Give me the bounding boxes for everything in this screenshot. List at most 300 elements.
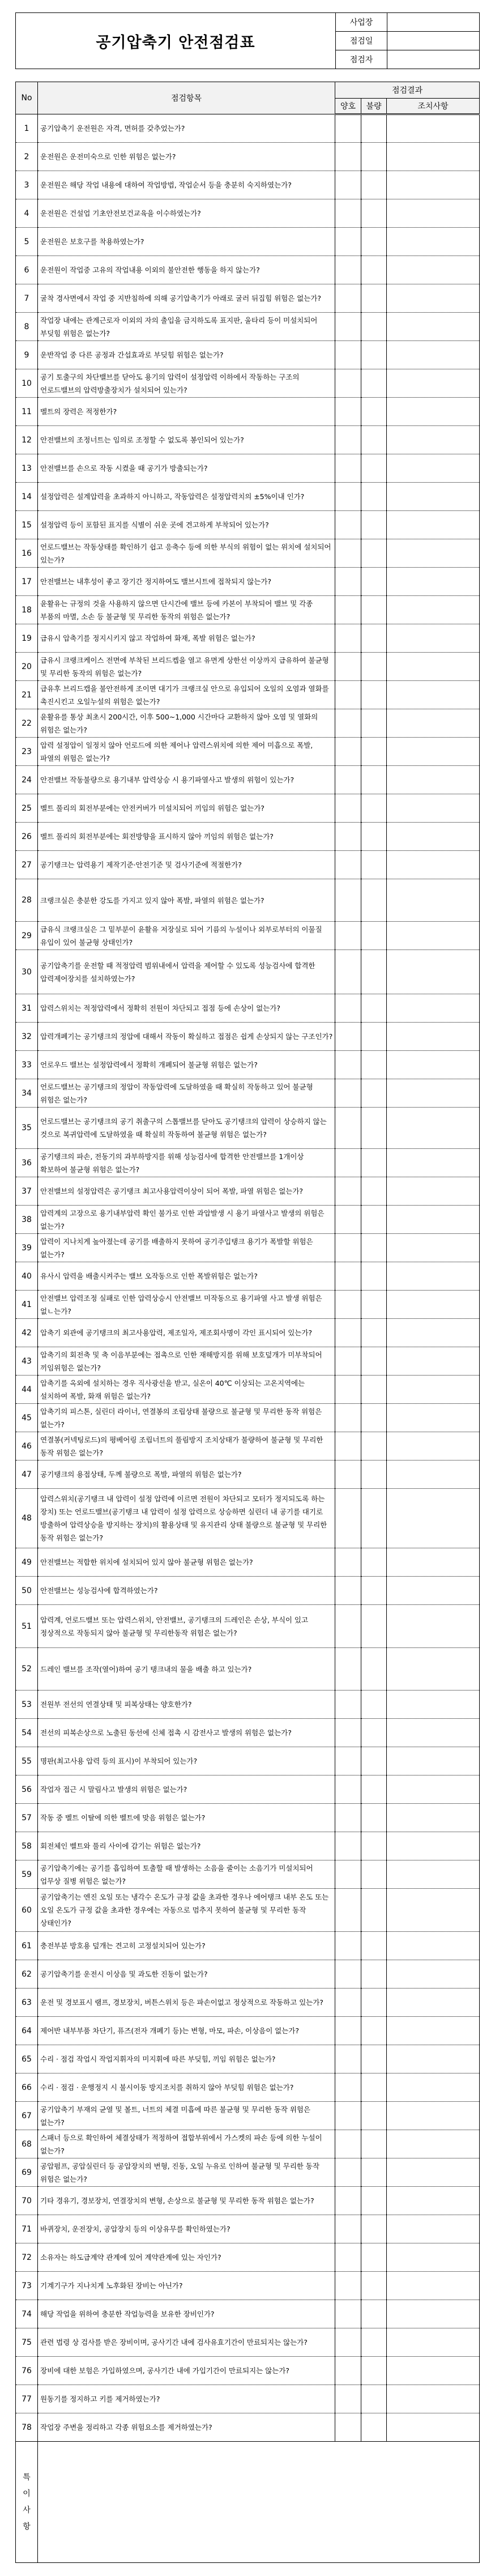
action-cell[interactable] (387, 851, 480, 879)
bad-cell[interactable] (361, 1691, 387, 1719)
good-cell[interactable] (335, 994, 361, 1023)
good-cell[interactable] (335, 2017, 361, 2045)
check-item: 공기압축기는 엔진 오일 또는 냉각수 온도가 규정 값을 초과한 경우나 에어탱크 내부 온도 또는 오일 온도가 규정 값을 초과한 경우에는 자동으로 멈추지 못하여 불균형 및 무리한 동작 상태인가? (38, 1889, 335, 1932)
bad-cell[interactable] (361, 1605, 387, 1648)
good-cell[interactable] (335, 851, 361, 879)
action-cell[interactable] (387, 398, 480, 426)
row-number: 6 (16, 256, 38, 284)
good-cell[interactable] (335, 1051, 361, 1079)
check-item: 제어반 내부부품 차단기, 퓨즈(전자 개폐기 등)는 변형, 마모, 파손, 이상음이 없는가? (38, 2017, 335, 2045)
action-cell[interactable] (387, 1432, 480, 1461)
action-cell[interactable] (387, 1932, 480, 1960)
bad-cell[interactable] (361, 2017, 387, 2045)
row-number: 17 (16, 568, 38, 596)
good-cell[interactable] (335, 1889, 361, 1932)
bad-cell[interactable] (361, 766, 387, 794)
good-cell[interactable] (335, 199, 361, 228)
good-cell[interactable] (335, 794, 361, 823)
bad-cell[interactable] (361, 1548, 387, 1577)
good-cell[interactable] (335, 1023, 361, 1051)
bad-cell[interactable] (361, 1177, 387, 1206)
good-cell[interactable] (335, 2357, 361, 2385)
good-cell[interactable] (335, 228, 361, 256)
table-row (16, 2158, 480, 2187)
action-cell[interactable] (387, 950, 480, 994)
bad-cell[interactable] (361, 228, 387, 256)
bad-cell[interactable] (361, 1832, 387, 1860)
check-item: 작업장 주변을 정리하고 각종 위험요소를 제거하였는가? (38, 2413, 335, 2442)
bad-cell[interactable] (361, 199, 387, 228)
action-cell[interactable] (387, 1960, 480, 1989)
meta-label: 사업장 (336, 13, 387, 31)
good-cell[interactable] (335, 1376, 361, 1404)
action-cell[interactable] (387, 653, 480, 681)
bad-cell[interactable] (361, 1234, 387, 1262)
bad-cell[interactable] (361, 171, 387, 199)
bad-cell[interactable] (361, 1889, 387, 1932)
row-number: 3 (16, 171, 38, 199)
action-cell[interactable] (387, 994, 480, 1023)
action-cell[interactable] (387, 483, 480, 511)
action-cell[interactable] (387, 1319, 480, 1347)
action-cell[interactable] (387, 1347, 480, 1376)
check-item: 작업자 접근 시 말림사고 발생의 위험은 없는가? (38, 1775, 335, 1804)
bad-cell[interactable] (361, 2102, 387, 2130)
bad-cell[interactable] (361, 1376, 387, 1404)
action-cell[interactable] (387, 2102, 480, 2130)
row-number: 65 (16, 2045, 38, 2073)
action-cell[interactable] (387, 1079, 480, 1108)
table-row (16, 171, 480, 199)
action-cell[interactable] (387, 823, 480, 851)
check-item: 공압펌프, 공압실린더 등 공압장치의 변형, 진동, 오일 누유로 인하여 불균형 및 무리한 동작 위험은 없는가? (38, 2158, 335, 2187)
bad-cell[interactable] (361, 2272, 387, 2300)
bad-cell[interactable] (361, 2187, 387, 2215)
action-cell[interactable] (387, 1234, 480, 1262)
action-cell[interactable] (387, 766, 480, 794)
row-number: 9 (16, 341, 38, 369)
bad-cell[interactable] (361, 1023, 387, 1051)
good-cell[interactable] (335, 596, 361, 624)
action-cell[interactable] (387, 341, 480, 369)
table-row (16, 1860, 480, 1889)
row-number: 12 (16, 426, 38, 454)
bad-cell[interactable] (361, 313, 387, 341)
action-cell[interactable] (387, 369, 480, 398)
bad-cell[interactable] (361, 2328, 387, 2357)
good-cell[interactable] (335, 2243, 361, 2272)
good-cell[interactable] (335, 398, 361, 426)
bad-cell[interactable] (361, 511, 387, 539)
table-row (16, 2073, 480, 2102)
bad-cell[interactable] (361, 1747, 387, 1775)
action-cell[interactable] (387, 1989, 480, 2017)
bad-cell[interactable] (361, 2130, 387, 2158)
good-cell[interactable] (335, 2130, 361, 2158)
bad-cell[interactable] (361, 794, 387, 823)
action-cell[interactable] (387, 1577, 480, 1605)
bad-cell[interactable] (361, 653, 387, 681)
action-cell[interactable] (387, 922, 480, 950)
row-number: 33 (16, 1051, 38, 1079)
bad-cell[interactable] (361, 1648, 387, 1691)
action-cell[interactable] (387, 1206, 480, 1234)
good-cell[interactable] (335, 1149, 361, 1177)
action-cell[interactable] (387, 2385, 480, 2413)
check-item: 설정압력은 설계압력을 초과하지 아니하고, 작동압력은 설정압력치의 ±5%이내 인가? (38, 483, 335, 511)
check-item: 굴착 경사면에서 작업 중 지반침하에 의해 공기압축기가 아래로 굴러 뒤집힘 위험은 없는가? (38, 284, 335, 313)
bad-cell[interactable] (361, 1149, 387, 1177)
good-cell[interactable] (335, 1489, 361, 1548)
bad-cell[interactable] (361, 1989, 387, 2017)
bad-cell[interactable] (361, 1432, 387, 1461)
check-item: 공기탱크는 압력용기 제작기준·안전기준 및 검사기준에 적절한가? (38, 851, 335, 879)
good-cell[interactable] (335, 653, 361, 681)
row-number: 67 (16, 2102, 38, 2130)
bad-cell[interactable] (361, 398, 387, 426)
good-cell[interactable] (335, 284, 361, 313)
table-row (16, 709, 480, 738)
check-item: 공기압축기 부재의 균열 및 볼트, 너트의 체결 미흡에 따른 불균형 및 무리한 동작 위험은 없는가? (38, 2102, 335, 2130)
table-row (16, 950, 480, 994)
table-row (16, 1489, 480, 1548)
bad-cell[interactable] (361, 1932, 387, 1960)
good-cell[interactable] (335, 313, 361, 341)
action-cell[interactable] (387, 1108, 480, 1149)
bad-cell[interactable] (361, 738, 387, 766)
good-cell[interactable] (335, 1108, 361, 1149)
good-cell[interactable] (335, 1577, 361, 1605)
good-cell[interactable] (335, 1989, 361, 2017)
action-cell[interactable] (387, 2045, 480, 2073)
check-item: 유사시 압력을 배출시켜주는 밸브 오작동으로 인한 폭발위험은 없는가? (38, 1262, 335, 1291)
good-cell[interactable] (335, 823, 361, 851)
good-cell[interactable] (335, 539, 361, 568)
good-cell[interactable] (335, 1319, 361, 1347)
bad-cell[interactable] (361, 341, 387, 369)
good-cell[interactable] (335, 511, 361, 539)
action-cell[interactable] (387, 596, 480, 624)
bad-cell[interactable] (361, 483, 387, 511)
check-item: 언로드밸브는 공기탱크의 정압이 작동압력에 도달하였을 때 확실히 작동하고 있어 불균형 위험은 없는가? (38, 1079, 335, 1108)
good-cell[interactable] (335, 2300, 361, 2328)
check-item: 급유후 브리드캡을 불안전하게 조이면 대기가 크랭크실 안으로 유입되어 오일의 오염과 열화를 촉진시킨고 오일누설의 위험은 없는가? (38, 681, 335, 709)
bad-cell[interactable] (361, 114, 387, 143)
good-cell[interactable] (335, 2187, 361, 2215)
bad-cell[interactable] (361, 1461, 387, 1489)
action-cell[interactable] (387, 228, 480, 256)
good-cell[interactable] (335, 2328, 361, 2357)
action-cell[interactable] (387, 2073, 480, 2102)
good-cell[interactable] (335, 2272, 361, 2300)
action-cell[interactable] (387, 256, 480, 284)
action-cell[interactable] (387, 2328, 480, 2357)
table-row (16, 851, 480, 879)
bad-cell[interactable] (361, 454, 387, 483)
action-cell[interactable] (387, 1262, 480, 1291)
bad-cell[interactable] (361, 1291, 387, 1319)
bad-cell[interactable] (361, 879, 387, 922)
good-cell[interactable] (335, 2158, 361, 2187)
action-cell[interactable] (387, 709, 480, 738)
bad-cell[interactable] (361, 1262, 387, 1291)
row-number: 25 (16, 794, 38, 823)
action-cell[interactable] (387, 199, 480, 228)
good-cell[interactable] (335, 2413, 361, 2442)
bad-cell[interactable] (361, 143, 387, 171)
action-cell[interactable] (387, 1860, 480, 1889)
good-cell[interactable] (335, 1860, 361, 1889)
good-cell[interactable] (335, 369, 361, 398)
good-cell[interactable] (335, 1832, 361, 1860)
good-cell[interactable] (335, 1347, 361, 1376)
good-cell[interactable] (335, 1234, 361, 1262)
action-cell[interactable] (387, 2300, 480, 2328)
good-cell[interactable] (335, 1262, 361, 1291)
bad-cell[interactable] (361, 2300, 387, 2328)
row-number: 45 (16, 1404, 38, 1432)
good-cell[interactable] (335, 114, 361, 143)
bad-cell[interactable] (361, 1960, 387, 1989)
action-cell[interactable] (387, 1291, 480, 1319)
action-cell[interactable] (387, 539, 480, 568)
bad-cell[interactable] (361, 2158, 387, 2187)
bad-cell[interactable] (361, 1051, 387, 1079)
action-cell[interactable] (387, 1489, 480, 1548)
action-cell[interactable] (387, 2357, 480, 2385)
good-cell[interactable] (335, 1804, 361, 1832)
bad-cell[interactable] (361, 2357, 387, 2385)
bad-cell[interactable] (361, 624, 387, 653)
bad-cell[interactable] (361, 2385, 387, 2413)
bad-cell[interactable] (361, 922, 387, 950)
good-cell[interactable] (335, 426, 361, 454)
bad-cell[interactable] (361, 256, 387, 284)
action-cell[interactable] (387, 171, 480, 199)
table-row (16, 1889, 480, 1932)
bad-cell[interactable] (361, 1775, 387, 1804)
action-cell[interactable] (387, 2017, 480, 2045)
action-cell[interactable] (387, 143, 480, 171)
check-item: 운전원은 운전미숙으로 인한 위험은 없는가? (38, 143, 335, 171)
check-item: 급유식 크랭크실은 그 밑부분이 윤활유 저장실로 되어 기름의 누설이나 외부로부터의 이물질 유입이 있어 불균형 상태인가? (38, 922, 335, 950)
action-cell[interactable] (387, 1719, 480, 1747)
row-number: 21 (16, 681, 38, 709)
good-cell[interactable] (335, 1719, 361, 1747)
action-cell[interactable] (387, 879, 480, 922)
action-cell[interactable] (387, 681, 480, 709)
bad-cell[interactable] (361, 2073, 387, 2102)
check-item: 운전원은 해당 작업 내용에 대하여 작업방법, 작업순서 등을 충분히 숙지하였는가? (38, 171, 335, 199)
good-cell[interactable] (335, 1291, 361, 1319)
bad-cell[interactable] (361, 1319, 387, 1347)
action-cell[interactable] (387, 1889, 480, 1932)
check-item: 언로우드 밸브는 설정압력에서 정확히 개폐되어 불균형 위험은 없는가? (38, 1051, 335, 1079)
good-cell[interactable] (335, 738, 361, 766)
good-cell[interactable] (335, 568, 361, 596)
row-number: 76 (16, 2357, 38, 2385)
action-cell[interactable] (387, 568, 480, 596)
action-cell[interactable] (387, 284, 480, 313)
good-cell[interactable] (335, 2385, 361, 2413)
bad-cell[interactable] (361, 1108, 387, 1149)
row-number: 58 (16, 1832, 38, 1860)
bad-cell[interactable] (361, 950, 387, 994)
action-cell[interactable] (387, 2413, 480, 2442)
table-row (16, 568, 480, 596)
action-cell[interactable] (387, 2243, 480, 2272)
good-cell[interactable] (335, 1206, 361, 1234)
header-bad: 불량 (361, 99, 387, 114)
good-cell[interactable] (335, 341, 361, 369)
row-number: 32 (16, 1023, 38, 1051)
check-item: 윤활유는 규정의 것을 사용하지 않으면 단시간에 밸브 등에 카본이 부착되어 밸브 및 각종 부품의 마멸, 소손 등 불균형 및 무리한 동작의 위험은 없는가? (38, 596, 335, 624)
good-cell[interactable] (335, 709, 361, 738)
bad-cell[interactable] (361, 369, 387, 398)
bad-cell[interactable] (361, 2215, 387, 2243)
bad-cell[interactable] (361, 426, 387, 454)
bad-cell[interactable] (361, 851, 387, 879)
date-field[interactable] (387, 32, 479, 50)
inspector-field[interactable] (387, 50, 479, 69)
good-cell[interactable] (335, 1691, 361, 1719)
good-cell[interactable] (335, 2102, 361, 2130)
action-cell[interactable] (387, 1177, 480, 1206)
row-number: 78 (16, 2413, 38, 2442)
good-cell[interactable] (335, 766, 361, 794)
row-number: 75 (16, 2328, 38, 2357)
bad-cell[interactable] (361, 2413, 387, 2442)
table-row (16, 922, 480, 950)
action-cell[interactable] (387, 1832, 480, 1860)
action-cell[interactable] (387, 114, 480, 143)
bad-cell[interactable] (361, 709, 387, 738)
good-cell[interactable] (335, 1648, 361, 1691)
bad-cell[interactable] (361, 1489, 387, 1548)
row-number: 74 (16, 2300, 38, 2328)
bad-cell[interactable] (361, 2045, 387, 2073)
bad-cell[interactable] (361, 823, 387, 851)
action-cell[interactable] (387, 1404, 480, 1432)
good-cell[interactable] (335, 681, 361, 709)
header-item: 점검항목 (38, 82, 335, 114)
action-cell[interactable] (387, 1775, 480, 1804)
action-cell[interactable] (387, 1376, 480, 1404)
action-cell[interactable] (387, 624, 480, 653)
bad-cell[interactable] (361, 1577, 387, 1605)
good-cell[interactable] (335, 483, 361, 511)
good-cell[interactable] (335, 2045, 361, 2073)
good-cell[interactable] (335, 1548, 361, 1577)
action-cell[interactable] (387, 794, 480, 823)
remarks-field[interactable] (38, 2442, 480, 2563)
row-number: 39 (16, 1234, 38, 1262)
good-cell[interactable] (335, 171, 361, 199)
good-cell[interactable] (335, 1177, 361, 1206)
good-cell[interactable] (335, 1432, 361, 1461)
bad-cell[interactable] (361, 1206, 387, 1234)
action-cell[interactable] (387, 1747, 480, 1775)
header-result: 점검결과 (335, 82, 480, 99)
action-cell[interactable] (387, 511, 480, 539)
bad-cell[interactable] (361, 284, 387, 313)
bad-cell[interactable] (361, 681, 387, 709)
table-row (16, 1319, 480, 1347)
action-cell[interactable] (387, 1149, 480, 1177)
check-item: 압력스위치(공기탱크 내 압력이 설정 압력에 이르면 전원이 차단되고 모터가 정지되도록 하는 장치) 또는 언로드밸브(공기탱크 내 압력이 설정 압력으로 상승하면 실린더 내 공기를 대기로 방출하여 압력상승을 방지하는 장치)의 활용상태 및 유지관리 상태 불량으로 불균형 및 무리한 동작 위험은 없는가? (38, 1489, 335, 1548)
action-cell[interactable] (387, 738, 480, 766)
good-cell[interactable] (335, 624, 361, 653)
bad-cell[interactable] (361, 1347, 387, 1376)
action-cell[interactable] (387, 1548, 480, 1577)
action-cell[interactable] (387, 1023, 480, 1051)
bad-cell[interactable] (361, 1404, 387, 1432)
remarks-row (16, 2442, 480, 2563)
action-cell[interactable] (387, 2158, 480, 2187)
bad-cell[interactable] (361, 1804, 387, 1832)
good-cell[interactable] (335, 1605, 361, 1648)
good-cell[interactable] (335, 950, 361, 994)
action-cell[interactable] (387, 2272, 480, 2300)
good-cell[interactable] (335, 1960, 361, 1989)
action-cell[interactable] (387, 1461, 480, 1489)
checklist-table (15, 82, 480, 2563)
good-cell[interactable] (335, 922, 361, 950)
bad-cell[interactable] (361, 539, 387, 568)
action-cell[interactable] (387, 454, 480, 483)
good-cell[interactable] (335, 1079, 361, 1108)
good-cell[interactable] (335, 2215, 361, 2243)
bad-cell[interactable] (361, 994, 387, 1023)
good-cell[interactable] (335, 454, 361, 483)
good-cell[interactable] (335, 1404, 361, 1432)
row-number: 19 (16, 624, 38, 653)
action-cell[interactable] (387, 2215, 480, 2243)
action-cell[interactable] (387, 2187, 480, 2215)
action-cell[interactable] (387, 1051, 480, 1079)
good-cell[interactable] (335, 1775, 361, 1804)
good-cell[interactable] (335, 879, 361, 922)
bad-cell[interactable] (361, 568, 387, 596)
good-cell[interactable] (335, 2073, 361, 2102)
action-cell[interactable] (387, 426, 480, 454)
row-number: 11 (16, 398, 38, 426)
bad-cell[interactable] (361, 596, 387, 624)
check-item: 관련 법령 상 검사를 받은 장비이며, 공사기간 내에 검사유효기간이 만료되지는 않는가? (38, 2328, 335, 2357)
good-cell[interactable] (335, 256, 361, 284)
good-cell[interactable] (335, 1747, 361, 1775)
action-cell[interactable] (387, 1605, 480, 1648)
good-cell[interactable] (335, 143, 361, 171)
check-item: 안전밸브 작동불량으로 용기내부 압력상승 시 용기파열사고 발생의 위험이 있는가? (38, 766, 335, 794)
action-cell[interactable] (387, 313, 480, 341)
good-cell[interactable] (335, 1932, 361, 1960)
bad-cell[interactable] (361, 1079, 387, 1108)
action-cell[interactable] (387, 1804, 480, 1832)
good-cell[interactable] (335, 1461, 361, 1489)
bad-cell[interactable] (361, 1719, 387, 1747)
bad-cell[interactable] (361, 1860, 387, 1889)
table-row (16, 823, 480, 851)
table-row (16, 199, 480, 228)
action-cell[interactable] (387, 1648, 480, 1691)
check-item: 공기압축기를 운전시 이상음 및 과도한 진동이 없는가? (38, 1960, 335, 1989)
site-field[interactable] (387, 13, 479, 31)
action-cell[interactable] (387, 2130, 480, 2158)
bad-cell[interactable] (361, 2243, 387, 2272)
row-number: 2 (16, 143, 38, 171)
action-cell[interactable] (387, 1691, 480, 1719)
